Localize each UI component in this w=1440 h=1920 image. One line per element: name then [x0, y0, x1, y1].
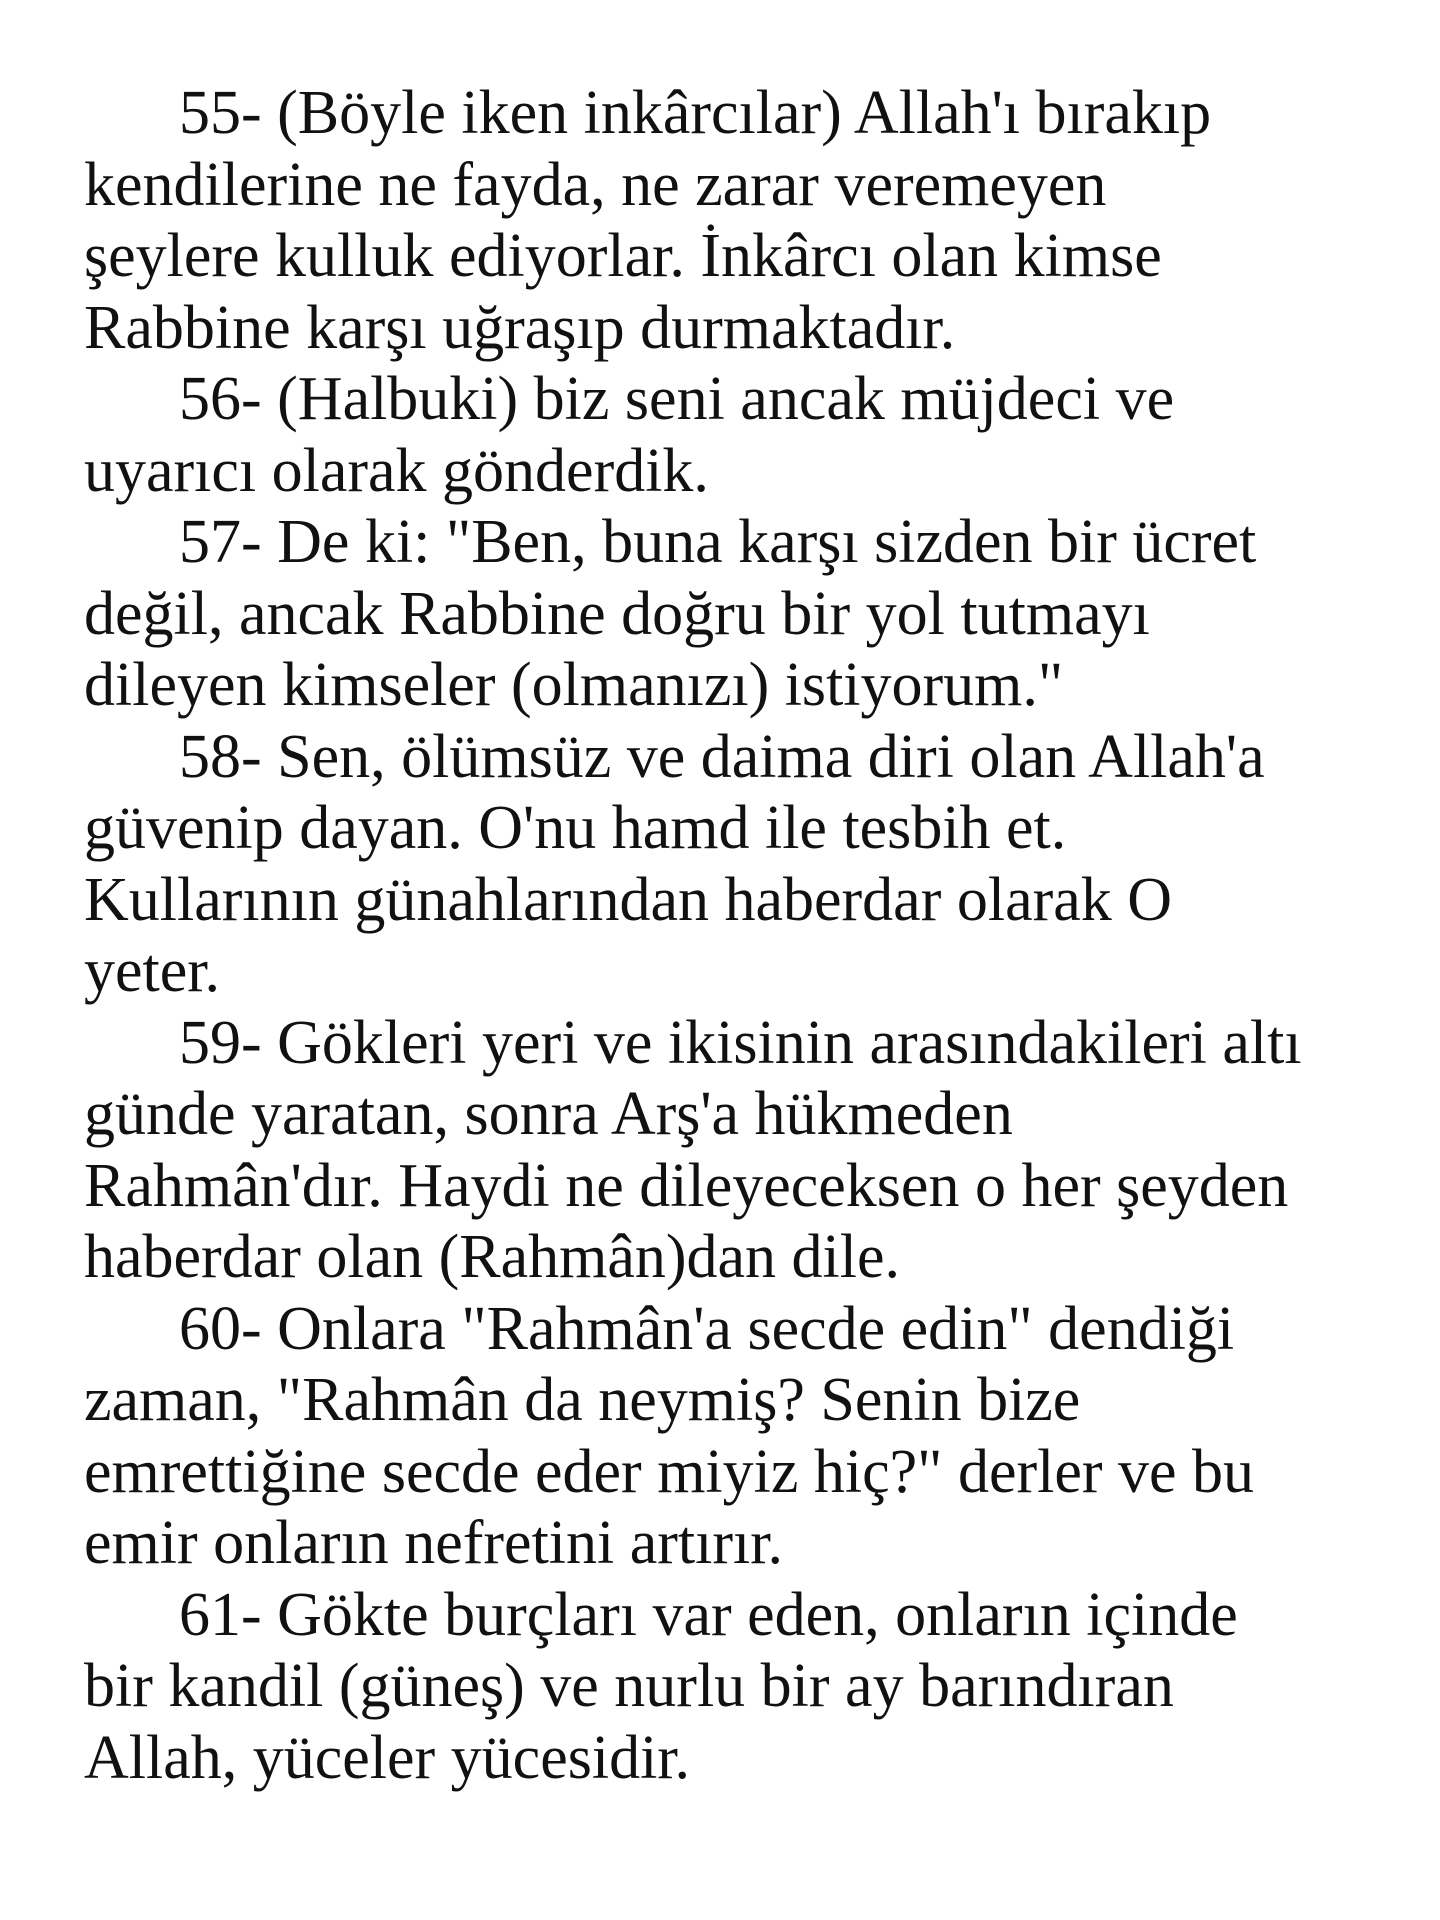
verse-line: Kullarının günahlarından haberdar olarak O [84, 865, 1173, 934]
verse-line: 60- Onlara "Rahmân'a secde edin" dendiği [179, 1294, 1235, 1363]
verse-line: 56- (Halbuki) biz seni ancak müjdeci ve [179, 365, 1175, 433]
verse-60 [84, 1294, 1394, 1580]
verse-line: 59- Gökleri yeri ve ikisinin arasındakileri altı [179, 1008, 1302, 1077]
verse-line: emrettiğine secde eder miyiz hiç?" derler ve bu [84, 1437, 1255, 1506]
verse-58 [84, 722, 1394, 1008]
verse-55 [84, 78, 1394, 364]
verse-line: zaman, "Rahmân da neymiş? Senin bize [84, 1366, 1081, 1434]
verse-line: kendilerine ne fayda, ne zarar veremeyen [84, 150, 1107, 219]
verse-line: 55- (Böyle iken inkârcılar) Allah'ı bırakıp [179, 79, 1212, 147]
verse-line: dileyen kimseler (olmanızı) istiyorum." [84, 651, 1064, 719]
verse-line: Rabbine karşı uğraşıp durmaktadır. [84, 293, 956, 362]
verse-line: şeylere kulluk ediyorlar. İnkârcı olan kimse [84, 222, 1162, 290]
page-text [84, 78, 1394, 1794]
verse-57 [84, 507, 1394, 722]
verse-line: 61- Gökte burçları var eden, onların içinde [179, 1580, 1238, 1649]
verse-line: bir kandil (güneş) ve nurlu bir ay barındıran [84, 1652, 1174, 1720]
verse-56 [84, 364, 1394, 507]
verse-line: günde yaratan, sonra Arş'a hükmeden [84, 1080, 1013, 1148]
verse-61 [84, 1580, 1394, 1795]
verse-line: haberdar olan (Rahmân)dan dile. [84, 1223, 900, 1291]
verse-line: güvenip dayan. O'nu hamd ile tesbih et. [84, 794, 1067, 862]
verse-line: Allah, yüceler yücesidir. [84, 1723, 691, 1792]
verse-line: 57- De ki: "Ben, buna karşı sizden bir ücret [179, 508, 1257, 576]
verse-line: 58- Sen, ölümsüz ve daima diri olan Allah'a [179, 722, 1265, 791]
verse-line: uyarıcı olarak gönderdik. [84, 436, 709, 505]
verse-line: emir onların nefretini artırır. [84, 1509, 783, 1577]
verse-line: Rahmân'dır. Haydi ne dileyeceksen o her şeyden [84, 1151, 1289, 1220]
verse-59 [84, 1008, 1394, 1294]
verse-line: değil, ancak Rabbine doğru bir yol tutmayı [84, 579, 1150, 648]
verse-line: yeter. [84, 937, 220, 1005]
